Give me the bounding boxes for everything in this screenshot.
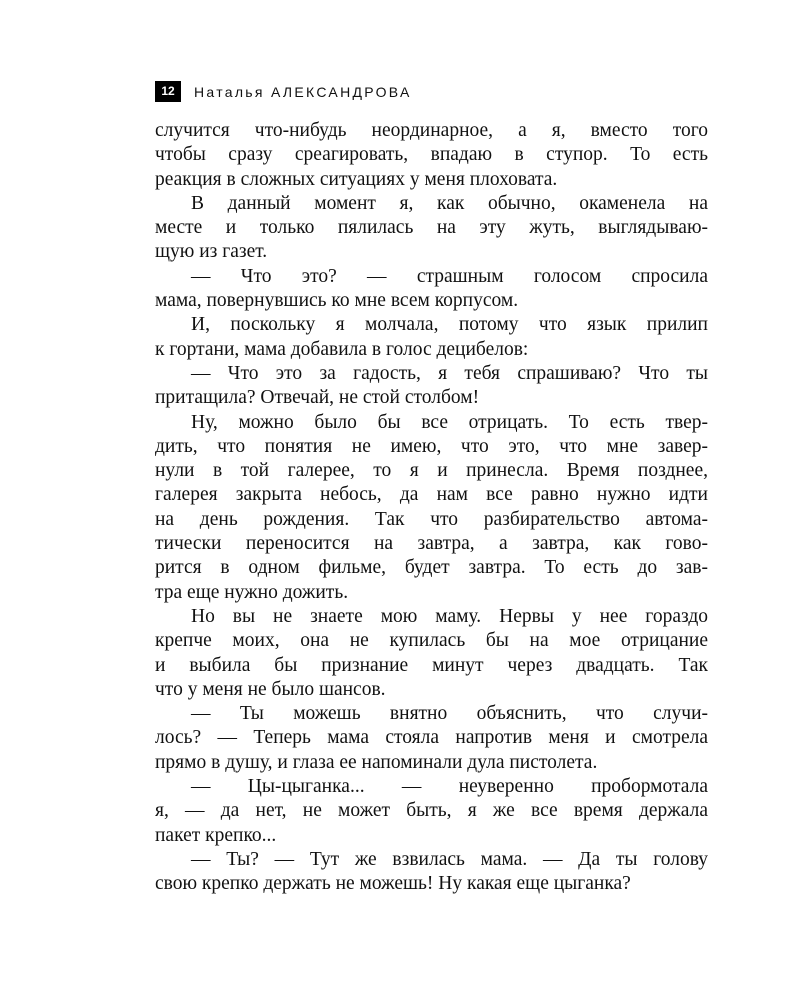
text-line: В данный момент я, как обычно, окаменела на xyxy=(191,192,708,214)
text-line: дить, что понятия не имею, что это, что мне завер- xyxy=(155,435,708,457)
text-line: притащила? Отвечай, не стой столбом! xyxy=(155,387,480,409)
text-line: что у меня не было шансов. xyxy=(155,678,386,700)
text-line: я, — да нет, не может быть, я же все время держала xyxy=(155,800,708,822)
text-line: прямо в душу, и глаза ее напоминали дула пистолета. xyxy=(155,751,598,773)
text-line: крепче моих, она не купилась бы на мое отрицание xyxy=(155,630,708,652)
text-line: месте и только пялилась на эту жуть, выглядываю- xyxy=(155,217,708,239)
text-line: галерея закрыта небось, да нам все равно нужно идти xyxy=(155,484,708,506)
text-line: и выбила бы признание минут через двадцать. Так xyxy=(155,654,708,676)
page-text xyxy=(155,119,708,897)
text-line: рится в одном фильме, будет завтра. То есть до зав- xyxy=(155,557,708,579)
text-line: И, поскольку я молчала, потому что язык прилип xyxy=(191,314,708,336)
text-line: тра еще нужно дожить. xyxy=(155,581,349,603)
text-line: — Что это? — страшным голосом спросила xyxy=(191,265,708,287)
text-line: нули в той галерее, то я и принесла. Время позднее, xyxy=(155,460,708,482)
text-line: реакция в сложных ситуациях у меня плоховата. xyxy=(155,168,558,190)
text-line: тически переносится на завтра, а завтра, как гово- xyxy=(155,533,708,555)
author-name: Наталья АЛЕКСАНДРОВА xyxy=(194,83,412,100)
text-line: щую из газет. xyxy=(155,241,268,263)
text-line: — Ты? — Тут же взвилась мама. — Да ты голову xyxy=(191,848,708,870)
text-line: — Что это за гадость, я тебя спрашиваю? Что ты xyxy=(191,362,708,384)
text-line: чтобы сразу среагировать, впадаю в ступор. То есть xyxy=(155,144,708,166)
text-line: лось? — Теперь мама стояла напротив меня и смотрела xyxy=(155,727,708,749)
text-line: случится что-нибудь неординарное, а я, вместо того xyxy=(155,120,708,141)
text-line: к гортани, мама добавила в голос децибелов: xyxy=(155,338,529,360)
text-line: — Цы-цыганка... — неуверенно пробормотала xyxy=(191,776,708,798)
text-line: пакет крепко... xyxy=(155,824,277,846)
text-line: — Ты можешь внятно объяснить, что случи- xyxy=(191,703,708,725)
text-line: мама, повернувшись ко мне всем корпусом. xyxy=(155,290,519,312)
text-line: на день рождения. Так что разбирательство автома- xyxy=(155,508,708,530)
running-header xyxy=(155,81,412,102)
page-number: 12 xyxy=(155,81,181,102)
text-line: Но вы не знаете мою маму. Нервы у нее гораздо xyxy=(191,605,708,627)
text-line: Ну, можно было бы все отрицать. То есть твер- xyxy=(191,411,708,433)
text-line: свою крепко держать не можешь! Ну какая еще цыганка? xyxy=(155,873,631,895)
